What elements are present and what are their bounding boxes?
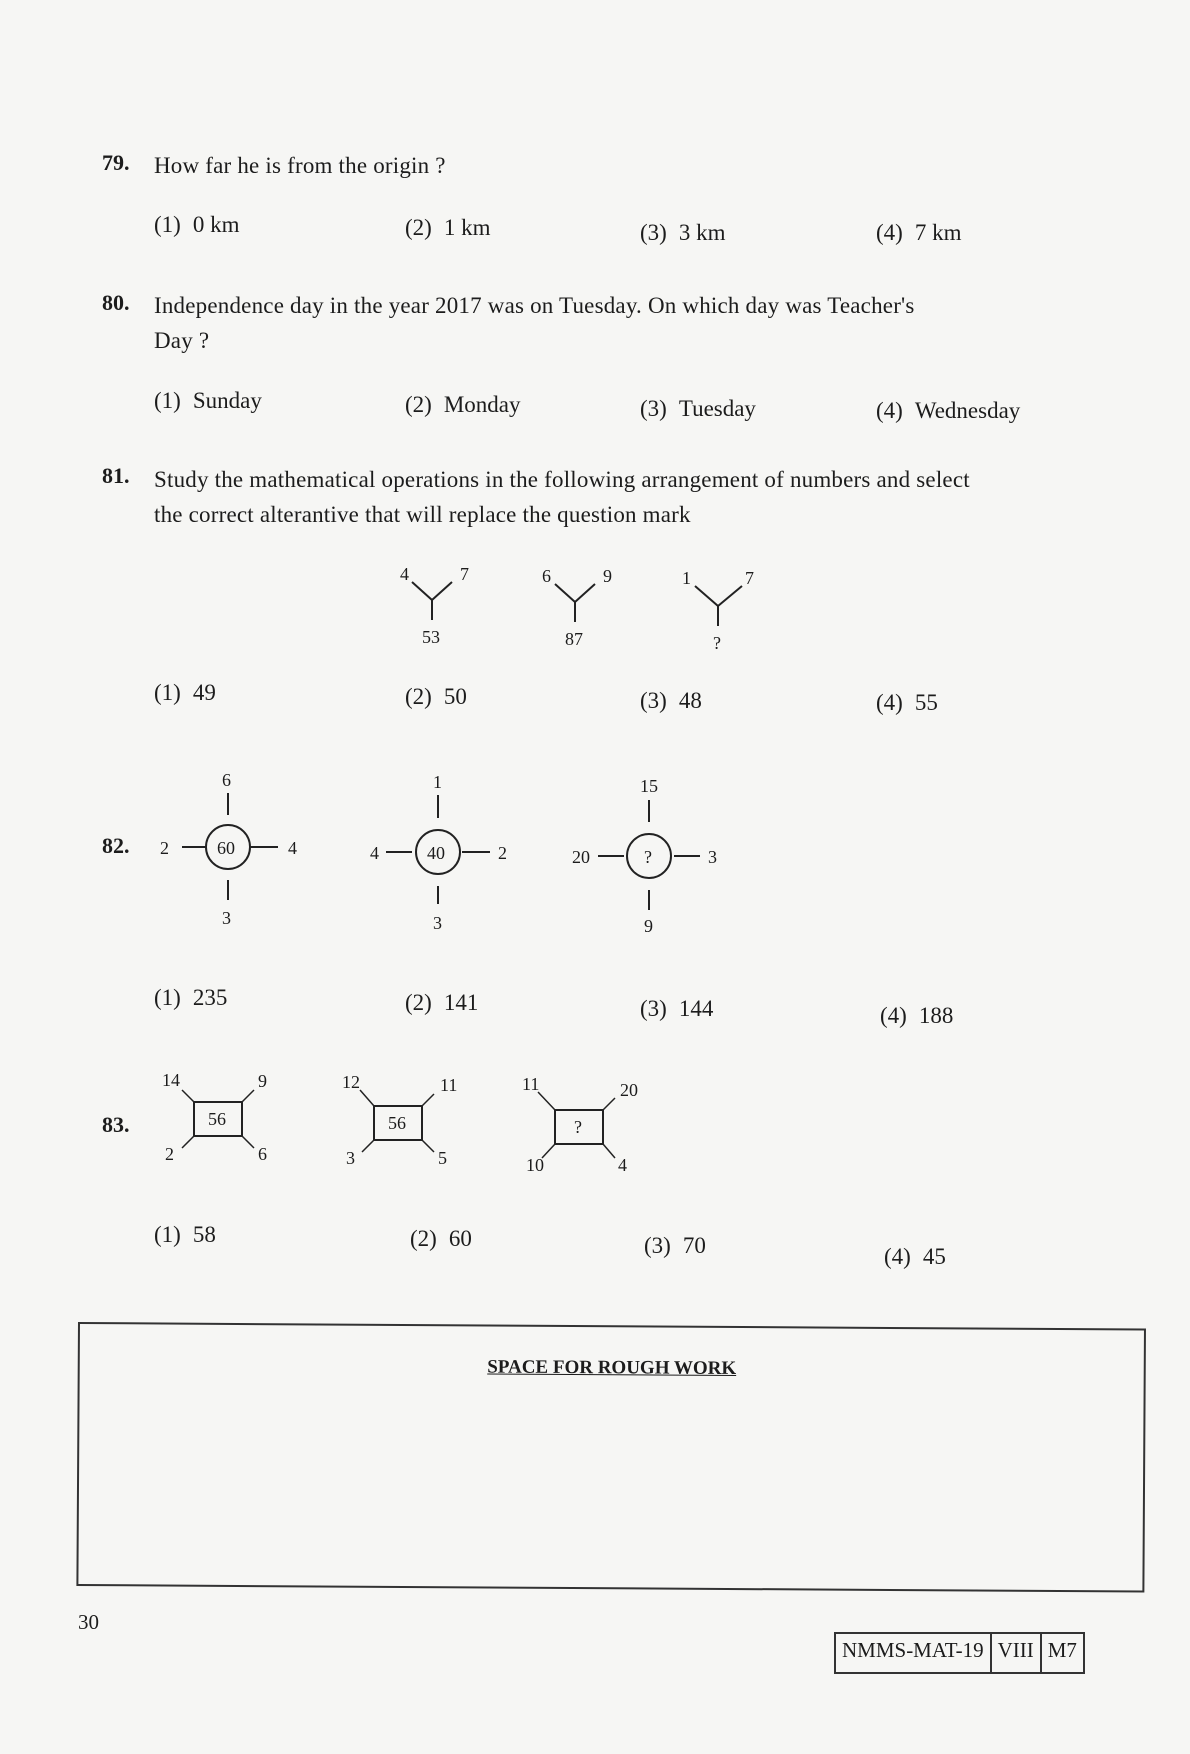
q81-figure-3 xyxy=(682,568,754,653)
q83-option-3[interactable]: (3) 70 xyxy=(644,1233,706,1258)
q80-option-2[interactable]: (2) Monday xyxy=(405,392,521,417)
paper-class: VIII xyxy=(992,1634,1042,1672)
q83-fig2-tr: 11 xyxy=(440,1075,458,1095)
q81-option-2[interactable]: (2) 50 xyxy=(405,684,467,709)
q79-option-3[interactable]: (3) 3 km xyxy=(640,220,726,245)
q83-fig2-center: 56 xyxy=(388,1113,406,1133)
q82-fig3-center: ? xyxy=(644,847,652,867)
q81-figure-2 xyxy=(542,566,612,649)
q82-fig1-right: 4 xyxy=(288,838,297,858)
q81-figure-1 xyxy=(400,564,469,647)
question-83-number: 83. xyxy=(102,1112,130,1137)
q83-fig3-center: ? xyxy=(574,1117,582,1137)
q83-fig3-tr: 20 xyxy=(620,1080,638,1100)
q83-fig3-tl: 11 xyxy=(522,1074,540,1094)
q83-fig3-bl: 10 xyxy=(526,1155,544,1175)
q82-fig2-right: 2 xyxy=(498,843,507,863)
q81-option-3[interactable]: (3) 48 xyxy=(640,688,702,713)
q81-fig2-right: 9 xyxy=(603,566,612,586)
q82-figures xyxy=(150,760,750,940)
q82-option-1[interactable]: (1) 235 xyxy=(154,985,228,1010)
q82-fig1-bottom: 3 xyxy=(222,908,231,928)
question-81-text: Study the mathematical operations in the following arrangement of numbers and select the correct alterantive that will replace the question mark xyxy=(154,467,970,527)
q82-figure-1 xyxy=(160,770,297,928)
rough-work-box xyxy=(76,1322,1146,1593)
q82-fig3-right: 3 xyxy=(708,847,717,867)
q82-option-4[interactable]: (4) 188 xyxy=(880,1003,954,1028)
q81-figures xyxy=(370,560,790,670)
q83-fig2-tl: 12 xyxy=(342,1072,360,1092)
q81-option-4[interactable]: (4) 55 xyxy=(876,690,938,715)
question-80-text: Independence day in the year 2017 was on Tuesday. On which day was Teacher's Day ? xyxy=(154,293,915,353)
q81-option-1[interactable]: (1) 49 xyxy=(154,680,216,705)
q81-fig2-left: 6 xyxy=(542,566,551,586)
q81-fig3-left: 1 xyxy=(682,568,691,588)
q83-figure-3 xyxy=(522,1074,638,1175)
q81-fig3-bottom: ? xyxy=(713,633,721,653)
q83-figure-2 xyxy=(342,1072,457,1168)
q82-fig1-left: 2 xyxy=(160,838,169,858)
q82-fig2-top: 1 xyxy=(433,772,442,792)
q82-figure-3 xyxy=(572,776,717,936)
question-79-number: 79. xyxy=(102,150,130,175)
q83-fig1-br: 6 xyxy=(258,1144,267,1164)
page-number: 30 xyxy=(78,1610,99,1634)
q82-fig2-left: 4 xyxy=(370,843,379,863)
q82-fig2-bottom: 3 xyxy=(433,913,442,933)
q83-fig1-tl: 14 xyxy=(162,1070,180,1090)
q81-fig3-right: 7 xyxy=(745,568,754,588)
rough-work-title: SPACE FOR ROUGH WORK xyxy=(487,1356,737,1380)
q82-fig3-left: 20 xyxy=(572,847,590,867)
q79-option-4[interactable]: (4) 7 km xyxy=(876,220,962,245)
q79-option-2[interactable]: (2) 1 km xyxy=(405,215,491,240)
q83-fig1-center: 56 xyxy=(208,1109,226,1129)
q82-option-2[interactable]: (2) 141 xyxy=(405,990,479,1015)
q80-option-4[interactable]: (4) Wednesday xyxy=(876,398,1021,423)
question-80-number: 80. xyxy=(102,290,130,315)
q83-option-2[interactable]: (2) 60 xyxy=(410,1226,472,1251)
q83-fig2-br: 5 xyxy=(438,1148,447,1168)
paper-code: NMMS-MAT-19 xyxy=(836,1634,992,1672)
q82-option-3[interactable]: (3) 144 xyxy=(640,996,714,1021)
q82-fig1-center: 60 xyxy=(217,838,235,858)
paper-medium: M7 xyxy=(1047,1638,1077,1662)
paper-code-box xyxy=(834,1632,1085,1674)
q80-option-3[interactable]: (3) Tuesday xyxy=(640,396,756,421)
question-81-number: 81. xyxy=(102,463,130,488)
q79-option-1[interactable]: (1) 0 km xyxy=(154,212,240,237)
q81-fig1-left: 4 xyxy=(400,564,409,584)
question-82-number: 82. xyxy=(102,833,130,858)
q83-figures xyxy=(150,1060,670,1180)
q83-fig1-tr: 9 xyxy=(258,1071,267,1091)
q82-fig1-top: 6 xyxy=(222,770,231,790)
q80-option-1[interactable]: (1) Sunday xyxy=(154,388,262,413)
q82-fig3-bottom: 9 xyxy=(644,916,653,936)
q83-fig3-br: 4 xyxy=(618,1155,627,1175)
q83-fig2-bl: 3 xyxy=(346,1148,355,1168)
q81-fig2-bottom: 87 xyxy=(565,629,583,649)
q82-figure-2 xyxy=(370,772,507,933)
q81-fig1-right: 7 xyxy=(460,564,469,584)
q83-option-1[interactable]: (1) 58 xyxy=(154,1222,216,1247)
q83-figure-1 xyxy=(162,1070,267,1164)
question-79-text: How far he is from the origin ? xyxy=(154,153,446,178)
q82-fig3-top: 15 xyxy=(640,776,658,796)
q81-fig1-bottom: 53 xyxy=(422,627,440,647)
q83-option-4[interactable]: (4) 45 xyxy=(884,1244,946,1269)
q83-fig1-bl: 2 xyxy=(165,1144,174,1164)
q82-fig2-center: 40 xyxy=(427,843,445,863)
